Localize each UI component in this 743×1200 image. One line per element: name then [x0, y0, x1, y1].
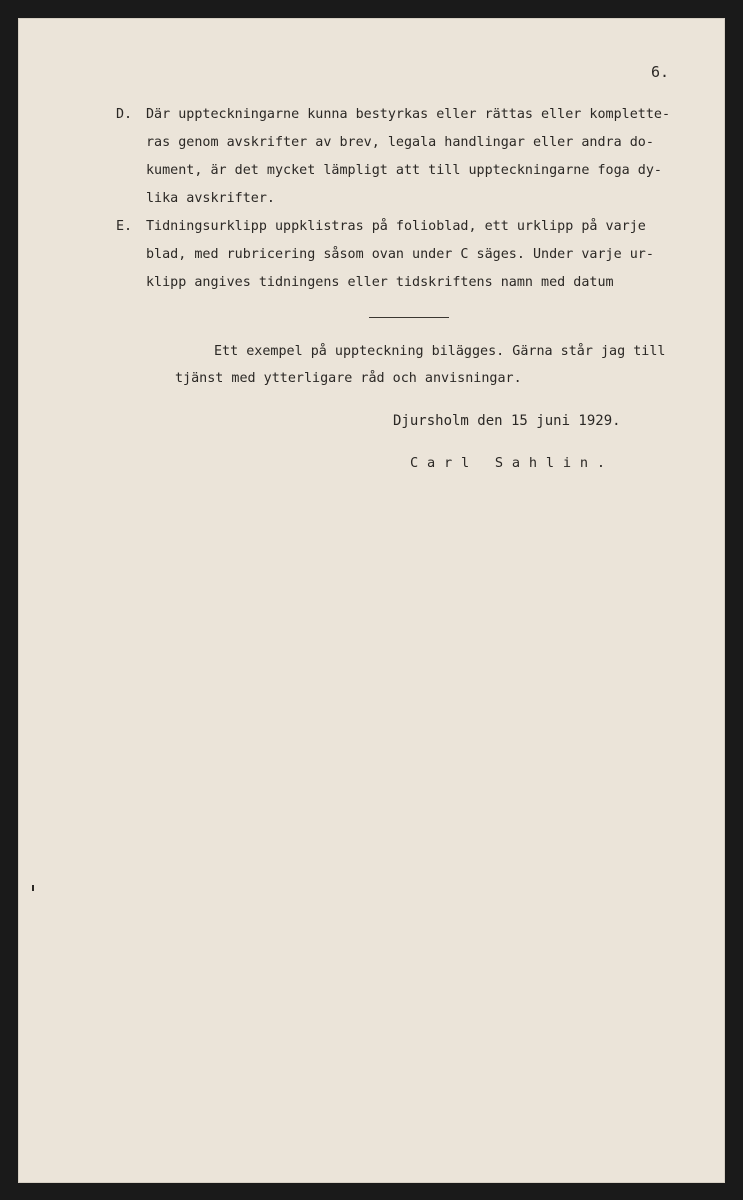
margin-mark	[32, 885, 34, 891]
section-d-line: lika avskrifter.	[146, 191, 275, 206]
section-d-letter: D.	[116, 107, 133, 122]
closing-line: Ett exempel på uppteckning bilägges. Gärna står jag till	[214, 344, 666, 359]
section-d-line: kument, är det mycket lämpligt att till uppteckningarne foga dy-	[146, 163, 662, 178]
section-divider	[369, 317, 449, 318]
section-e-line: blad, med rubricering såsom ovan under C säges. Under varje ur-	[146, 247, 654, 262]
page-number: 6.	[651, 63, 670, 81]
section-e-letter: E.	[116, 219, 133, 234]
section-e-line: klipp angives tidningens eller tidskriftens namn med datum	[146, 275, 614, 290]
section-d-line: ras genom avskrifter av brev, legala handlingar eller andra do-	[146, 135, 654, 150]
signature: Carl Sahlin.	[410, 455, 614, 471]
section-d-line: Där uppteckningarne kunna bestyrkas eller rättas eller komplette-	[146, 107, 671, 122]
place-date: Djursholm den 15 juni 1929.	[393, 413, 621, 429]
section-e-line: Tidningsurklipp uppklistras på folioblad, ett urklipp på varje	[146, 219, 646, 234]
document-page	[18, 18, 725, 1183]
closing-line: tjänst med ytterligare råd och anvisningar.	[175, 371, 522, 386]
